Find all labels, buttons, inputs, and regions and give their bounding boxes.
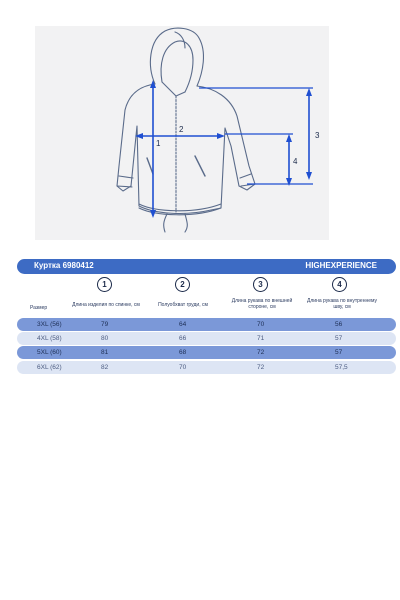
- value-cell: 70: [257, 321, 265, 328]
- column-header-1: Длина изделия по спинке, см: [72, 302, 140, 308]
- label-2: 2: [179, 125, 184, 134]
- size-cell: 4XL (58): [37, 335, 62, 342]
- value-cell: 79: [101, 321, 109, 328]
- value-cell: 57: [335, 335, 343, 342]
- column-number-4: 4: [332, 277, 347, 292]
- brand-name: HIGHEXPERIENCE: [305, 261, 377, 270]
- value-cell: 68: [179, 349, 187, 356]
- value-cell: 72: [257, 349, 265, 356]
- value-cell: 66: [179, 335, 187, 342]
- column-number-2: 2: [175, 277, 190, 292]
- body-left: [131, 126, 211, 213]
- value-cell: 81: [101, 349, 109, 356]
- table-row: [17, 346, 396, 359]
- value-cell: 71: [257, 335, 265, 342]
- value-cell: 82: [101, 364, 109, 371]
- column-header-2: Полуобхват груди, см: [158, 302, 208, 308]
- value-cell: 72: [257, 364, 265, 371]
- value-cell: 57,5: [335, 364, 348, 371]
- size-header: Размер: [30, 305, 48, 311]
- table-row: [17, 361, 396, 374]
- product-title: Куртка 6980412: [34, 261, 94, 270]
- jacket-sketch: [35, 26, 329, 240]
- value-cell: 70: [179, 364, 187, 371]
- jacket-diagram: [35, 26, 329, 240]
- value-cell: 56: [335, 321, 343, 328]
- size-cell: 3XL (56): [37, 321, 62, 328]
- value-cell: 80: [101, 335, 109, 342]
- size-cell: 5XL (60): [37, 349, 62, 356]
- value-cell: 64: [179, 321, 187, 328]
- table-row: [17, 318, 396, 331]
- label-4: 4: [293, 157, 298, 166]
- label-3: 3: [315, 131, 320, 140]
- value-cell: 57: [335, 349, 343, 356]
- right-sleeve-outline: [197, 86, 255, 190]
- product-banner: [17, 259, 396, 274]
- left-pocket: [147, 158, 153, 174]
- column-header-4: Длина рукава по внутреннему шву, см: [306, 298, 378, 310]
- label-1: 1: [156, 139, 161, 148]
- body-right: [211, 128, 239, 210]
- hood-opening: [161, 41, 193, 92]
- drawcord: [164, 214, 188, 232]
- hood-outline: [150, 28, 203, 86]
- column-header-3: Длина рукава по внешней стороне, см: [231, 298, 293, 310]
- right-pocket: [195, 156, 205, 176]
- table-row: [17, 332, 396, 345]
- column-number-3: 3: [253, 277, 268, 292]
- column-number-1: 1: [97, 277, 112, 292]
- size-cell: 6XL (62): [37, 364, 62, 371]
